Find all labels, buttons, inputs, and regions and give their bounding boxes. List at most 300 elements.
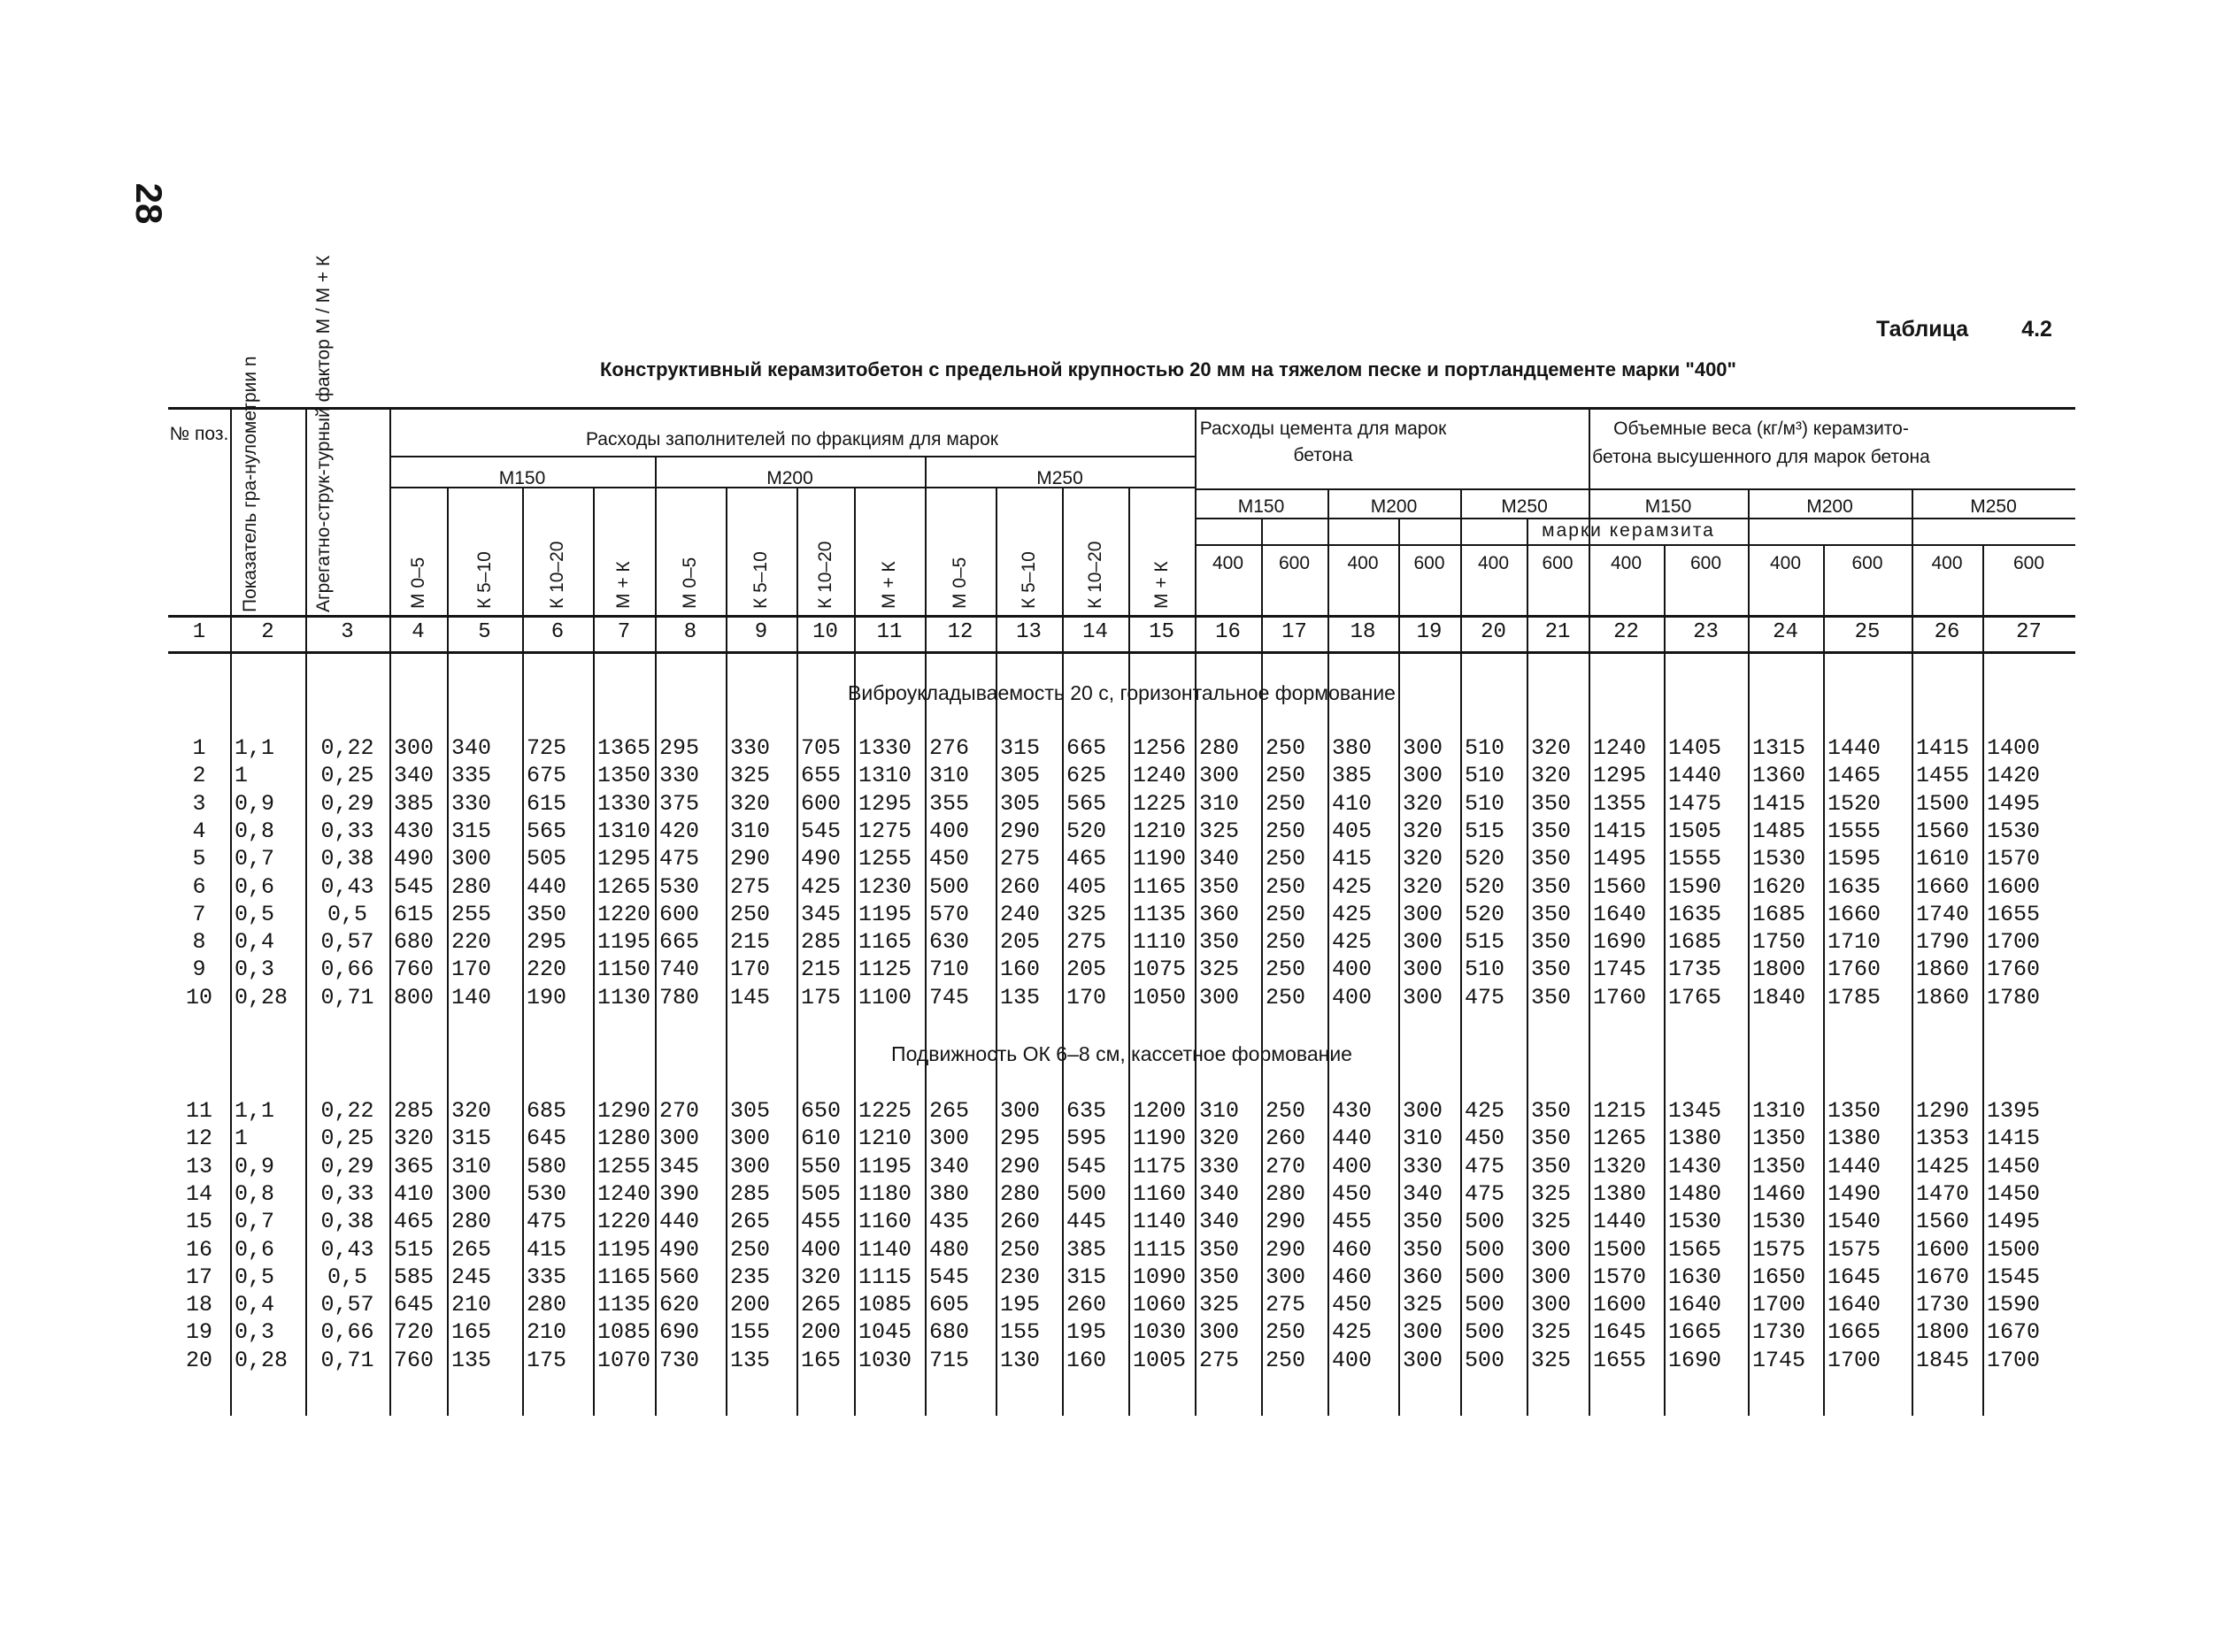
table-cell: 490 xyxy=(659,1236,700,1263)
table-cell: 320 xyxy=(1531,735,1572,761)
table-cell: 1860 xyxy=(1916,957,1970,983)
table-cell: 1635 xyxy=(1827,873,1881,900)
table-cell: 315 xyxy=(1066,1264,1107,1290)
table-cell: 1800 xyxy=(1916,1319,1970,1346)
table-cell: 1700 xyxy=(1987,1347,2041,1373)
table-cell: 1470 xyxy=(1916,1180,1970,1207)
table-cell: 1350 xyxy=(597,763,651,789)
table-cell: 635 xyxy=(1066,1098,1107,1124)
column-number: 12 xyxy=(947,620,973,644)
table-cell: 1700 xyxy=(1827,1347,1881,1373)
table-cell: 1195 xyxy=(858,901,912,927)
table-cell: 515 xyxy=(1465,929,1505,956)
table-cell: 18 xyxy=(185,1292,212,1318)
table-cell: 675 xyxy=(527,763,567,789)
table-cell: 600 xyxy=(801,790,842,817)
table-cell: 1190 xyxy=(1133,846,1187,872)
table-cell: 1760 xyxy=(1987,957,2041,983)
table-cell: 1330 xyxy=(597,790,651,817)
table-cell: 280 xyxy=(1266,1180,1306,1207)
table-cell: 505 xyxy=(801,1180,842,1207)
fraction-label: К 5–10 xyxy=(474,551,495,609)
table-cell: 500 xyxy=(1066,1180,1107,1207)
table-cell: 0,5 xyxy=(235,1264,275,1290)
table-cell: 0,4 xyxy=(235,929,275,956)
table-cell: 1225 xyxy=(1133,790,1187,817)
table-cell: 1195 xyxy=(597,1236,651,1263)
table-cell: 250 xyxy=(1266,957,1306,983)
table-cell: 1645 xyxy=(1827,1264,1881,1290)
table-cell: 385 xyxy=(394,790,435,817)
table-cell: 1353 xyxy=(1916,1126,1970,1152)
table-cell: 680 xyxy=(929,1319,970,1346)
table-cell: 350 xyxy=(1531,873,1572,900)
table-cell: 760 xyxy=(394,1347,435,1373)
table-cell: 1600 xyxy=(1593,1292,1647,1318)
table-cell: 1175 xyxy=(1133,1153,1187,1179)
table-cell: 300 xyxy=(394,735,435,761)
section-title-1: Виброукладываемость 20 с, горизонтальное формование xyxy=(848,681,1396,704)
table-cell: 0,5 xyxy=(327,1264,367,1290)
table-cell: 1690 xyxy=(1668,1347,1722,1373)
table-cell: 315 xyxy=(451,818,492,844)
table-cell: 1590 xyxy=(1668,873,1722,900)
table-cell: 1190 xyxy=(1133,1126,1187,1152)
table-cell: 1220 xyxy=(597,1209,651,1235)
table-cell: 300 xyxy=(1266,1264,1306,1290)
table-cell: 310 xyxy=(1199,790,1240,817)
table-cell: 510 xyxy=(1465,790,1505,817)
table-cell: 290 xyxy=(1000,818,1041,844)
table-cell: 625 xyxy=(1066,763,1107,789)
table-cell: 530 xyxy=(527,1180,567,1207)
column-number: 21 xyxy=(1544,620,1571,644)
column-number: 22 xyxy=(1613,620,1639,644)
column-number: 17 xyxy=(1281,620,1307,644)
table-cell: 1440 xyxy=(1827,1153,1881,1179)
keramzit-grades-caption: марки керамзита xyxy=(1542,520,1715,541)
table-cell: 665 xyxy=(1066,735,1107,761)
table-cell: 1195 xyxy=(597,929,651,956)
table-cell: 325 xyxy=(1531,1209,1572,1235)
table-cell: 1180 xyxy=(858,1180,912,1207)
header-pos: № поз. xyxy=(169,424,229,444)
table-cell: 500 xyxy=(1465,1236,1505,1263)
table-cell: 0,6 xyxy=(235,1236,275,1263)
table-cell: 1240 xyxy=(1133,763,1187,789)
table-cell: 1500 xyxy=(1987,1236,2041,1263)
table-cell: 280 xyxy=(451,873,492,900)
table-number: 4.2 xyxy=(2021,317,2052,342)
table-cell: 450 xyxy=(929,846,970,872)
table-cell: 475 xyxy=(527,1209,567,1235)
table-cell: 1225 xyxy=(858,1098,912,1124)
table-cell: 0,22 xyxy=(320,735,374,761)
table-cell: 350 xyxy=(1531,929,1572,956)
table-cell: 1555 xyxy=(1668,846,1722,872)
table-cell: 1310 xyxy=(597,818,651,844)
table-cell: 340 xyxy=(394,763,435,789)
table-cell: 0,8 xyxy=(235,818,275,844)
table-cell: 1450 xyxy=(1987,1153,2041,1179)
table-cell: 0,28 xyxy=(235,984,289,1010)
table-cell: 350 xyxy=(1531,1153,1572,1179)
table-cell: 1590 xyxy=(1987,1292,2041,1318)
table-cell: 1030 xyxy=(858,1347,912,1373)
table-cell: 285 xyxy=(801,929,842,956)
table-cell: 1440 xyxy=(1593,1209,1647,1235)
table-cell: 320 xyxy=(451,1098,492,1124)
table-cell: 1560 xyxy=(1916,818,1970,844)
table-cell: 0,43 xyxy=(320,873,374,900)
page-number: 28 xyxy=(128,182,170,225)
table-cell: 310 xyxy=(730,818,771,844)
table-cell: 135 xyxy=(1000,984,1041,1010)
fraction-label: М + К xyxy=(879,561,899,609)
table-cell: 500 xyxy=(1465,1292,1505,1318)
table-cell: 1570 xyxy=(1593,1264,1647,1290)
table-cell: 500 xyxy=(1465,1264,1505,1290)
column-number: 4 xyxy=(412,620,425,644)
table-cell: 400 xyxy=(1332,957,1373,983)
column-number: 11 xyxy=(876,620,903,644)
table-cell: 415 xyxy=(527,1236,567,1263)
header-agg-factor: Агрегатно-струк-турный фактор М / М + К xyxy=(313,255,334,612)
table-cell: 1 xyxy=(235,763,249,789)
table-cell: 160 xyxy=(1066,1347,1107,1373)
table-cell: 19 xyxy=(185,1319,212,1346)
table-cell: 1750 xyxy=(1752,929,1806,956)
table-cell: 1290 xyxy=(597,1098,651,1124)
table-cell: 710 xyxy=(929,957,970,983)
table-cell: 0,33 xyxy=(320,818,374,844)
table-cell: 1280 xyxy=(597,1126,651,1152)
table-cell: 1730 xyxy=(1752,1319,1806,1346)
group-fillers-title: Расходы заполнителей по фракциям для марок xyxy=(586,429,998,449)
table-cell: 560 xyxy=(659,1264,700,1290)
table-cell: 340 xyxy=(1403,1180,1443,1207)
table-cell: 280 xyxy=(1000,1180,1041,1207)
table-cell: 440 xyxy=(527,873,567,900)
table-cell: 1100 xyxy=(858,984,912,1010)
table-cell: 1570 xyxy=(1987,846,2041,872)
table-cell: 390 xyxy=(659,1180,700,1207)
table-cell: 1495 xyxy=(1987,790,2041,817)
table-cell: 1595 xyxy=(1827,846,1881,872)
table-cell: 515 xyxy=(394,1236,435,1263)
header-bottom-rule xyxy=(168,615,2075,618)
table-cell: 0,29 xyxy=(320,1153,374,1179)
table-cell: 1110 xyxy=(1133,929,1187,956)
table-cell: 605 xyxy=(929,1292,970,1318)
cement-grade-m250: M250 xyxy=(1501,496,1548,517)
column-number: 15 xyxy=(1149,620,1174,644)
table-cell: 1640 xyxy=(1827,1292,1881,1318)
table-cell: 275 xyxy=(1266,1292,1306,1318)
table-cell: 305 xyxy=(1000,790,1041,817)
table-cell: 1295 xyxy=(597,846,651,872)
table-cell: 1115 xyxy=(858,1264,912,1290)
table-cell: 1060 xyxy=(1133,1292,1187,1318)
table-cell: 445 xyxy=(1066,1209,1107,1235)
table-cell: 1745 xyxy=(1752,1347,1806,1373)
table-cell: 440 xyxy=(659,1209,700,1235)
table-cell: 1530 xyxy=(1668,1209,1722,1235)
table-cell: 1,1 xyxy=(235,735,275,761)
section-title-2: Подвижность ОК 6–8 см, кассетное формование xyxy=(891,1042,1352,1065)
table-cell: 195 xyxy=(1066,1319,1107,1346)
table-cell: 255 xyxy=(451,901,492,927)
column-number: 24 xyxy=(1773,620,1798,644)
table-cell: 475 xyxy=(1465,984,1505,1010)
table-cell: 1500 xyxy=(1593,1236,1647,1263)
table-cell: 290 xyxy=(1266,1209,1306,1235)
table-cell: 170 xyxy=(1066,984,1107,1010)
table-cell: 325 xyxy=(1531,1180,1572,1207)
table-cell: 1610 xyxy=(1916,846,1970,872)
table-cell: 250 xyxy=(730,901,771,927)
table-cell: 1140 xyxy=(1133,1209,1187,1235)
table-cell: 1760 xyxy=(1827,957,1881,983)
table-cell: 1140 xyxy=(858,1236,912,1263)
table-cell: 300 xyxy=(1199,763,1240,789)
table-cell: 1200 xyxy=(1133,1098,1187,1124)
table-label-word: Таблица xyxy=(1876,317,1969,342)
column-number: 2 xyxy=(261,620,274,644)
table-cell: 250 xyxy=(1266,846,1306,872)
keramzit-grade-header: 600 xyxy=(1542,553,1574,573)
table-cell: 1045 xyxy=(858,1319,912,1346)
table-cell: 1050 xyxy=(1133,984,1187,1010)
table-cell: 215 xyxy=(801,957,842,983)
table-cell: 0,7 xyxy=(235,1209,275,1235)
volume-grade-m200: M200 xyxy=(1806,496,1853,517)
table-cell: 410 xyxy=(394,1180,435,1207)
table-cell: 1160 xyxy=(858,1209,912,1235)
table-cell: 300 xyxy=(1199,1319,1240,1346)
table-cell: 1670 xyxy=(1987,1319,2041,1346)
table-cell: 340 xyxy=(929,1153,970,1179)
table-cell: 1115 xyxy=(1133,1236,1187,1263)
table-cell: 250 xyxy=(1266,763,1306,789)
fillers-grade-m200: M200 xyxy=(766,468,813,488)
table-cell: 500 xyxy=(1465,1347,1505,1373)
table-cell: 1070 xyxy=(597,1347,651,1373)
table-cell: 1710 xyxy=(1827,929,1881,956)
table-cell: 295 xyxy=(527,929,567,956)
table-cell: 260 xyxy=(1000,873,1041,900)
table-cell: 350 xyxy=(1531,846,1572,872)
keramzit-grade-header: 600 xyxy=(1413,553,1445,573)
table-cell: 350 xyxy=(1531,1126,1572,1152)
table-cell: 235 xyxy=(730,1264,771,1290)
table-cell: 320 xyxy=(1531,763,1572,789)
table-cell: 425 xyxy=(1332,929,1373,956)
table-cell: 350 xyxy=(1199,873,1240,900)
table-cell: 510 xyxy=(1465,735,1505,761)
table-cell: 1640 xyxy=(1668,1292,1722,1318)
table-cell: 0,71 xyxy=(320,984,374,1010)
table-cell: 350 xyxy=(527,901,567,927)
table-cell: 290 xyxy=(730,846,771,872)
table-cell: 1030 xyxy=(1133,1319,1187,1346)
table-cell: 1135 xyxy=(1133,901,1187,927)
column-number: 14 xyxy=(1082,620,1108,644)
table-cell: 385 xyxy=(1066,1236,1107,1263)
table-cell: 400 xyxy=(1332,1153,1373,1179)
table-cell: 350 xyxy=(1199,1264,1240,1290)
table-cell: 1480 xyxy=(1668,1180,1722,1207)
table-cell: 1685 xyxy=(1752,901,1806,927)
table-cell: 14 xyxy=(185,1180,212,1207)
table-cell: 165 xyxy=(451,1319,492,1346)
table-cell: 425 xyxy=(1465,1098,1505,1124)
table-cell: 340 xyxy=(451,735,492,761)
table-cell: 1345 xyxy=(1668,1098,1722,1124)
table-cell: 310 xyxy=(929,763,970,789)
cement-grade-m200: M200 xyxy=(1370,496,1418,517)
table-cell: 1395 xyxy=(1987,1098,2041,1124)
table-cell: 1785 xyxy=(1827,984,1881,1010)
table-cell: 0,9 xyxy=(235,1153,275,1179)
table-cell: 1495 xyxy=(1987,1209,2041,1235)
table-cell: 175 xyxy=(801,984,842,1010)
table-cell: 280 xyxy=(451,1209,492,1235)
table-cell: 0,25 xyxy=(320,1126,374,1152)
table-cell: 5 xyxy=(192,846,206,872)
column-number: 20 xyxy=(1481,620,1506,644)
table-cell: 230 xyxy=(1000,1264,1041,1290)
table-cell: 340 xyxy=(1199,1180,1240,1207)
table-cell: 300 xyxy=(1403,929,1443,956)
table-cell: 1195 xyxy=(858,1153,912,1179)
table-cell: 565 xyxy=(1066,790,1107,817)
table-cell: 275 xyxy=(1066,929,1107,956)
table-cell: 1560 xyxy=(1916,1209,1970,1235)
table-cell: 490 xyxy=(394,846,435,872)
table-cell: 1400 xyxy=(1987,735,2041,761)
table-cell: 0,25 xyxy=(320,763,374,789)
table-cell: 1215 xyxy=(1593,1098,1647,1124)
table-cell: 1685 xyxy=(1668,929,1722,956)
table-cell: 400 xyxy=(1332,984,1373,1010)
table-cell: 8 xyxy=(192,929,206,956)
keramzit-grade-header: 400 xyxy=(1477,553,1510,573)
table-cell: 415 xyxy=(1332,846,1373,872)
table-cell: 320 xyxy=(730,790,771,817)
table-cell: 760 xyxy=(394,957,435,983)
table-cell: 545 xyxy=(1066,1153,1107,1179)
table-cell: 0,29 xyxy=(320,790,374,817)
table-cell: 1460 xyxy=(1752,1180,1806,1207)
table-cell: 425 xyxy=(801,873,842,900)
table-cell: 250 xyxy=(1266,1347,1306,1373)
table-cell: 650 xyxy=(801,1098,842,1124)
table-cell: 330 xyxy=(1199,1153,1240,1179)
table-cell: 0,22 xyxy=(320,1098,374,1124)
table-cell: 730 xyxy=(659,1347,700,1373)
table-cell: 1330 xyxy=(858,735,912,761)
table-cell: 0,33 xyxy=(320,1180,374,1207)
table-cell: 285 xyxy=(730,1180,771,1207)
keramzit-grade-header: 400 xyxy=(1610,553,1643,573)
table-cell: 1495 xyxy=(1593,846,1647,872)
table-cell: 1265 xyxy=(597,873,651,900)
table-cell: 350 xyxy=(1199,1236,1240,1263)
table-cell: 1085 xyxy=(597,1319,651,1346)
fillers-grade-m250: M250 xyxy=(1036,468,1083,488)
table-cell: 1655 xyxy=(1593,1347,1647,1373)
volume-grade-m150: M150 xyxy=(1644,496,1692,517)
table-cell: 0,66 xyxy=(320,1319,374,1346)
table-cell: 1275 xyxy=(858,818,912,844)
table-cell: 1 xyxy=(192,735,206,761)
table-cell: 1635 xyxy=(1668,901,1722,927)
table-cell: 220 xyxy=(527,957,567,983)
table-cell: 705 xyxy=(801,735,842,761)
table-cell: 1165 xyxy=(858,929,912,956)
table-cell: 550 xyxy=(801,1153,842,1179)
table-cell: 4 xyxy=(192,818,206,844)
table-cell: 1415 xyxy=(1916,735,1970,761)
column-number: 10 xyxy=(812,620,838,644)
table-cell: 1295 xyxy=(858,790,912,817)
table-cell: 450 xyxy=(1332,1180,1373,1207)
table-cell: 300 xyxy=(929,1126,970,1152)
table-cell: 260 xyxy=(1266,1126,1306,1152)
table-cell: 465 xyxy=(1066,846,1107,872)
table-cell: 250 xyxy=(730,1236,771,1263)
table-cell: 260 xyxy=(1066,1292,1107,1318)
table-cell: 1530 xyxy=(1752,1209,1806,1235)
table-cell: 440 xyxy=(1332,1126,1373,1152)
table-cell: 300 xyxy=(1403,1098,1443,1124)
table-cell: 335 xyxy=(527,1264,567,1290)
table-cell: 1 xyxy=(235,1126,249,1152)
table-cell: 1440 xyxy=(1827,735,1881,761)
keramzit-grade-header: 600 xyxy=(1851,553,1883,573)
table-cell: 520 xyxy=(1465,873,1505,900)
table-cell: 520 xyxy=(1066,818,1107,844)
table-cell: 615 xyxy=(527,790,567,817)
table-cell: 265 xyxy=(801,1292,842,1318)
cement-grade-m150: M150 xyxy=(1237,496,1285,517)
table-cell: 250 xyxy=(1266,1098,1306,1124)
table-cell: 1290 xyxy=(1916,1098,1970,1124)
table-cell: 300 xyxy=(1199,984,1240,1010)
table-cell: 595 xyxy=(1066,1126,1107,1152)
table-cell: 1500 xyxy=(1916,790,1970,817)
table-cell: 300 xyxy=(730,1126,771,1152)
table-cell: 1845 xyxy=(1916,1347,1970,1373)
table-cell: 1560 xyxy=(1593,873,1647,900)
table-cell: 315 xyxy=(1000,735,1041,761)
colnum-bottom-rule xyxy=(168,651,2075,654)
table-cell: 345 xyxy=(659,1153,700,1179)
table-cell: 250 xyxy=(1266,1319,1306,1346)
table-cell: 330 xyxy=(1403,1153,1443,1179)
table-cell: 0,3 xyxy=(235,1319,275,1346)
table-cell: 1320 xyxy=(1593,1153,1647,1179)
table-cell: 1765 xyxy=(1668,984,1722,1010)
table-cell: 380 xyxy=(929,1180,970,1207)
table-cell: 800 xyxy=(394,984,435,1010)
table-cell: 350 xyxy=(1531,957,1572,983)
keramzit-grade-header: 400 xyxy=(1347,553,1379,573)
table-cell: 1455 xyxy=(1916,763,1970,789)
fraction-label: К 5–10 xyxy=(1019,551,1039,609)
fraction-label: М + К xyxy=(1151,561,1172,609)
